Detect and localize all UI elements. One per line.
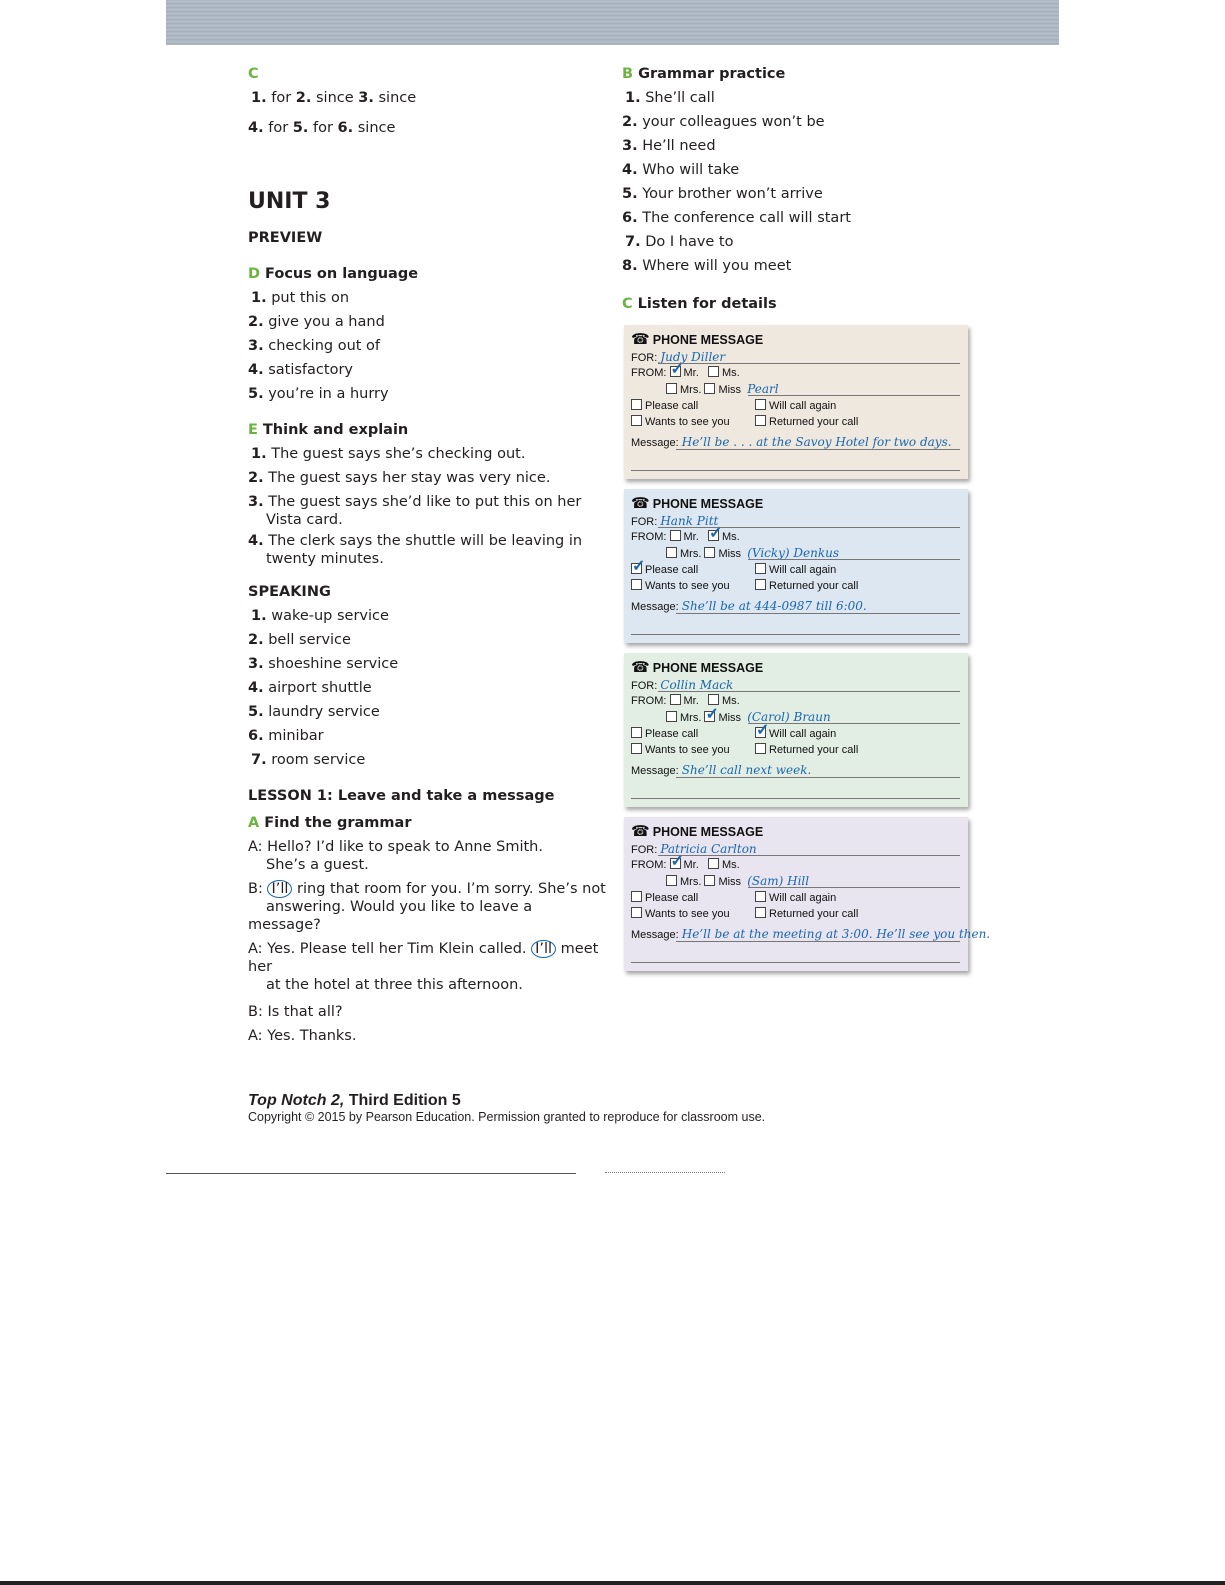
telephone-icon: ☎ (631, 495, 650, 512)
section-c-listen-heading: C Listen for details (622, 296, 777, 312)
checkbox-will-call-again[interactable] (755, 563, 766, 574)
list-item: 5. laundry service (248, 704, 380, 720)
message-label: Message: (631, 601, 679, 613)
list-item: 3. shoeshine service (248, 656, 399, 672)
list-item: 1. She’ll call (625, 90, 715, 106)
from-label: FROM: (631, 531, 667, 543)
checkbox-wants-to-see[interactable] (631, 415, 642, 426)
checkbox-mrs[interactable] (666, 547, 677, 558)
message-label: Message: (631, 765, 679, 777)
checkbox-wants-to-see[interactable] (631, 907, 642, 918)
checkbox-please-call[interactable] (631, 727, 642, 738)
divider-dotted (605, 1172, 725, 1173)
checkbox-mrs[interactable] (666, 711, 677, 722)
checkbox-will-call-again[interactable] (755, 399, 766, 410)
checkbox-mrs[interactable] (666, 383, 677, 394)
dialog-line: A: Yes. Please tell her Tim Klein called. I’ll meet her at the hotel at three this afternoon. (248, 941, 599, 993)
list-item: 7. Do I have to (625, 234, 734, 250)
for-line (658, 363, 960, 364)
telephone-icon: ☎ (631, 659, 650, 676)
checkbox-returned-call[interactable] (755, 579, 766, 590)
checkbox-mr[interactable] (670, 530, 681, 541)
form-title: PHONE MESSAGE (652, 497, 764, 511)
header-band (166, 0, 1059, 45)
from-value: Pearl (747, 382, 779, 396)
phone-message-card: ☎ PHONE MESSAGE FOR: Collin Mack FROM: Mr. Ms. Mrs. ✓ Miss (Carol) Braun Please call✓ Will call again Wants to see you Returned your call Message: She’ll call next week. (624, 653, 968, 807)
message-line (676, 941, 960, 942)
phone-message-card: ☎ PHONE MESSAGE FOR: Hank Pitt FROM: Mr. ✓ Ms. Mrs. Miss (Vicky) Denkus ✓Please call Will call again Wants to see you Returned your call Message: She’ll be at 444-0987 till 6:00. (624, 489, 968, 643)
checkbox-ms[interactable] (708, 530, 719, 541)
list-item: 4. Who will take (622, 162, 740, 178)
checkbox-mr[interactable] (670, 366, 681, 377)
checkbox-miss[interactable] (704, 711, 715, 722)
book-title: Top Notch 2, Third Edition 5 (248, 1092, 461, 1109)
section-e-list (248, 442, 608, 568)
from-line (748, 395, 960, 396)
checkbox-will-call-again[interactable] (755, 891, 766, 902)
section-c-line-1: 1. for 2. since 3. since (251, 90, 417, 106)
checkbox-will-call-again[interactable] (755, 727, 766, 738)
for-line (658, 527, 960, 528)
section-b-list (622, 86, 982, 278)
checkbox-wants-to-see[interactable] (631, 743, 642, 754)
section-a-heading: A Find the grammar (248, 815, 412, 831)
telephone-icon: ☎ (631, 331, 650, 348)
message-line (676, 777, 960, 778)
list-item: 2. give you a hand (248, 314, 385, 330)
circled-word: I’ll (531, 940, 556, 958)
checkbox-mr[interactable] (670, 858, 681, 869)
list-item: 7. room service (251, 752, 366, 768)
speaking-list (248, 604, 608, 772)
for-value: Collin Mack (660, 678, 734, 692)
message-line (676, 449, 960, 450)
section-c-heading: C (248, 66, 259, 82)
message-value: She’ll call next week. (681, 763, 812, 777)
message-line-2 (631, 962, 960, 963)
list-item: 5. Your brother won’t arrive (622, 186, 823, 202)
checkbox-ms[interactable] (708, 858, 719, 869)
dialog-line: B: Is that all? (248, 1004, 343, 1020)
lesson-heading: LESSON 1: Leave and take a message (248, 788, 555, 804)
message-line-2 (631, 634, 960, 635)
form-title: PHONE MESSAGE (652, 333, 764, 347)
preview-heading: PREVIEW (248, 230, 323, 246)
list-item: 1. put this on (251, 290, 350, 306)
message-line-2 (631, 470, 960, 471)
checkbox-mr[interactable] (670, 694, 681, 705)
checkbox-wants-to-see[interactable] (631, 579, 642, 590)
page-edge (0, 1581, 1225, 1585)
list-item: 4. The clerk says the shuttle will be leaving in twenty minutes. (248, 533, 583, 567)
checkbox-ms[interactable] (708, 366, 719, 377)
form-title: PHONE MESSAGE (652, 825, 764, 839)
telephone-icon: ☎ (631, 823, 650, 840)
checkbox-miss[interactable] (704, 383, 715, 394)
list-item: 4. airport shuttle (248, 680, 372, 696)
for-value: Hank Pitt (660, 514, 719, 528)
for-value: Patricia Carlton (660, 842, 757, 856)
unit-title: UNIT 3 (248, 189, 331, 214)
form-title: PHONE MESSAGE (652, 661, 764, 675)
list-item: 6. minibar (248, 728, 324, 744)
from-label: FROM: (631, 859, 667, 871)
message-label: Message: (631, 437, 679, 449)
list-item: 3. checking out of (248, 338, 381, 354)
list-item: 3. He’ll need (622, 138, 716, 154)
list-item: 2. bell service (248, 632, 351, 648)
message-line-2 (631, 798, 960, 799)
message-label: Message: (631, 929, 679, 941)
section-c-line-2: 4. for 5. for 6. since (248, 120, 396, 136)
list-item: 2. your colleagues won’t be (622, 114, 825, 130)
checkbox-miss[interactable] (704, 547, 715, 558)
section-d-heading: D Focus on language (248, 266, 419, 282)
checkbox-mrs[interactable] (666, 875, 677, 886)
dialog (248, 838, 608, 1048)
section-b-heading: B Grammar practice (622, 66, 786, 82)
checkbox-returned-call[interactable] (755, 743, 766, 754)
divider (166, 1173, 576, 1174)
list-item: 4. satisfactory (248, 362, 353, 378)
dialog-line: A: Yes. Thanks. (248, 1028, 357, 1044)
for-label: FOR: (631, 516, 658, 528)
from-label: FROM: (631, 367, 667, 379)
from-line (748, 559, 960, 560)
phone-message-card: ☎ PHONE MESSAGE FOR: Judy Diller FROM: ✓ Mr. Ms. Mrs. Miss Pearl Please call Will call again Wants to see you Returned your call Message: He’ll be . . . at the Savoy Hotel for two days. (624, 325, 968, 479)
right-column (622, 62, 982, 316)
list-item: 8. Where will you meet (622, 258, 792, 274)
left-column (248, 62, 608, 1048)
list-item: 5. you’re in a hurry (248, 386, 389, 402)
from-value: (Vicky) Denkus (747, 546, 840, 560)
section-d-list (248, 286, 608, 406)
list-item: 1. wake-up service (251, 608, 389, 624)
for-line (658, 855, 960, 856)
for-line (658, 691, 960, 692)
checkbox-returned-call[interactable] (755, 415, 766, 426)
speaking-heading: SPEAKING (248, 584, 331, 600)
dialog-line: A: Hello? I’d like to speak to Anne Smith. She’s a guest. (248, 839, 543, 873)
for-value: Judy Diller (660, 350, 726, 364)
message-line (676, 613, 960, 614)
list-item: 1. The guest says she’s checking out. (251, 446, 526, 462)
from-value: (Carol) Braun (747, 710, 831, 724)
from-line (748, 887, 960, 888)
checkbox-please-call[interactable] (631, 563, 642, 574)
checkbox-please-call[interactable] (631, 399, 642, 410)
copyright: Copyright © 2015 by Pearson Education. Permission granted to reproduce for classroom use. (248, 1110, 766, 1124)
for-label: FOR: (631, 844, 658, 856)
section-e-heading: E Think and explain (248, 422, 409, 438)
message-value: He’ll be . . . at the Savoy Hotel for two days. (681, 435, 952, 449)
checkbox-returned-call[interactable] (755, 907, 766, 918)
checkbox-miss[interactable] (704, 875, 715, 886)
footer (248, 1092, 765, 1124)
checkbox-please-call[interactable] (631, 891, 642, 902)
from-label: FROM: (631, 695, 667, 707)
list-item: 2. The guest says her stay was very nice. (248, 470, 551, 486)
message-value: He’ll be at the meeting at 3:00. He’ll see you then. (681, 927, 991, 941)
message-value: She’ll be at 444-0987 till 6:00. (681, 599, 867, 613)
list-item: 3. The guest says she’d like to put this on her Vista card. (248, 494, 582, 528)
list-item: 6. The conference call will start (622, 210, 851, 226)
dialog-line: B: I’ll ring that room for you. I’m sorry. She’s not answering. Would you like to leave a message? (248, 881, 606, 933)
from-value: (Sam) Hill (747, 874, 810, 888)
for-label: FOR: (631, 680, 658, 692)
phone-message-card: ☎ PHONE MESSAGE FOR: Patricia Carlton FROM: ✓ Mr. Ms. Mrs. Miss (Sam) Hill Please call Will call again Wants to see you Returned your call Message: He’ll be at the meeting at 3:00. He’ll see you then. (624, 817, 968, 971)
from-line (748, 723, 960, 724)
circled-word: I’ll (267, 880, 292, 898)
for-label: FOR: (631, 352, 658, 364)
